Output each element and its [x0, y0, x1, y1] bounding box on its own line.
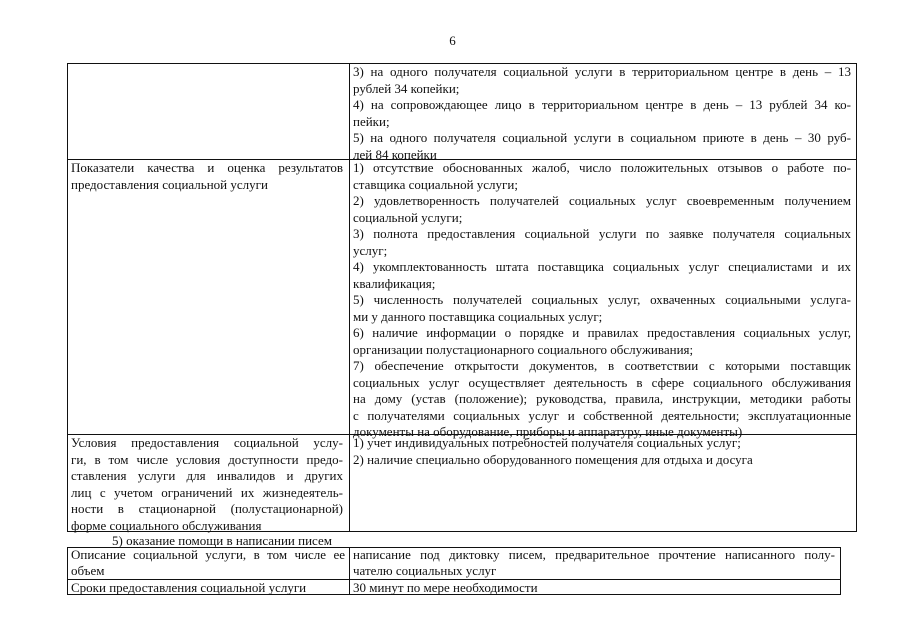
- table1-row-0-value: [353, 64, 851, 163]
- text-line: квалификация;: [353, 275, 436, 291]
- section-caption: 5) оказание помощи в написании писем: [112, 533, 332, 548]
- table2-row-1-label: [71, 580, 345, 595]
- page-number: 6: [449, 33, 456, 48]
- text-line: 2) удовлетворенность получателей социальных услуг своевременным получением: [353, 193, 851, 208]
- text-line: пейки;: [353, 113, 390, 129]
- text-line: с получателями социальных услуг и собственной деятельности; эксплуатационные: [353, 407, 851, 423]
- text-line: 5) на одного получателя социальной услуги в социальном приюте в день – 30 руб-: [353, 130, 851, 145]
- text-line: на дому (устав (положение); руководства, правила, инструкции, методики работы: [353, 391, 851, 406]
- text-line: 3) полнота предоставления социальной услуги по заявке получателя социальных: [353, 226, 851, 241]
- text-line: организации полустационарного социального обслуживания;: [353, 341, 694, 357]
- table1-row-1-value: [353, 160, 851, 441]
- text-line: ности в стационарной (полустационарной): [71, 501, 343, 516]
- text-line: 4) укомплектованность штата поставщика социальных услуг специалистами и их: [353, 259, 851, 274]
- text-line: лиц с учетом ограничений их жизнедеятель-: [71, 484, 343, 500]
- table1-column-divider: [349, 63, 350, 532]
- text-line: 5) численность получателей социальных услуг, охваченных социальными услуга-: [353, 292, 851, 307]
- text-line: социальных услуг осуществляет деятельность в сфере социального обслуживания: [353, 374, 851, 390]
- text-line: лей 84 копейки: [353, 146, 437, 162]
- text-line: 6) наличие информации о порядке и правилах предоставления социальных услуг,: [353, 325, 851, 340]
- text-line: услуг;: [353, 242, 388, 258]
- text-line: 7) обеспечение открытости документов, в соответствии с которыми поставщик: [353, 358, 851, 373]
- text-line: документы на оборудование, приборы и аппаратуру, иные документы): [353, 424, 743, 439]
- table2-column-divider: [349, 547, 350, 595]
- text-line: 30 минут по мере необходимости: [353, 580, 538, 595]
- text-line: Условия предоставления социальной услу-: [71, 435, 343, 450]
- text-line: форме социального обслуживания: [71, 517, 262, 533]
- text-line: ми у данного поставщика социальных услуг;: [353, 308, 603, 324]
- table2-row-1-value: [353, 580, 835, 595]
- text-line: Описание социальной услуги, в том числе ее: [71, 547, 345, 562]
- text-line: Показатели качества и оценка результатов: [71, 160, 343, 175]
- text-line: Сроки предоставления социальной услуги: [71, 580, 307, 595]
- text-line: чателю социальных услуг: [353, 562, 497, 578]
- text-line: ставщика социальной услуги;: [353, 176, 518, 192]
- text-line: объем: [71, 562, 105, 578]
- text-line: ги, в том числе условия доступности предо-: [71, 451, 343, 467]
- text-line: ставления услуги для инвалидов и других: [71, 468, 343, 483]
- text-line: 3) на одного получателя социальной услуги в территориальном центре в день – 13: [353, 64, 851, 79]
- table2-row-0-value: [353, 547, 835, 578]
- text-line: рублей 34 копейки;: [353, 80, 460, 96]
- text-line: 1) отсутствие обоснованных жалоб, число положительных отзывов о работе по-: [353, 160, 851, 175]
- text-line: 1) учет индивидуальных потребностей получателя социальных услуг;: [353, 435, 741, 450]
- text-line: написание под диктовку писем, предварительное прочтение написанного полу-: [353, 547, 835, 562]
- table1-row-2-value: [353, 435, 851, 468]
- text-line: 4) на сопровождающее лицо в территориальном центре в день – 13 рублей 34 ко-: [353, 97, 851, 112]
- text-line: предоставления социальной услуги: [71, 176, 268, 192]
- text-line: социальной услуги;: [353, 209, 463, 225]
- text-line: 2) наличие специально оборудованного помещения для отдыха и досуга: [353, 451, 753, 467]
- table1-row-1-label: [71, 160, 343, 193]
- table1-row-2-label: [71, 435, 343, 534]
- table2-row-0-label: [71, 547, 345, 578]
